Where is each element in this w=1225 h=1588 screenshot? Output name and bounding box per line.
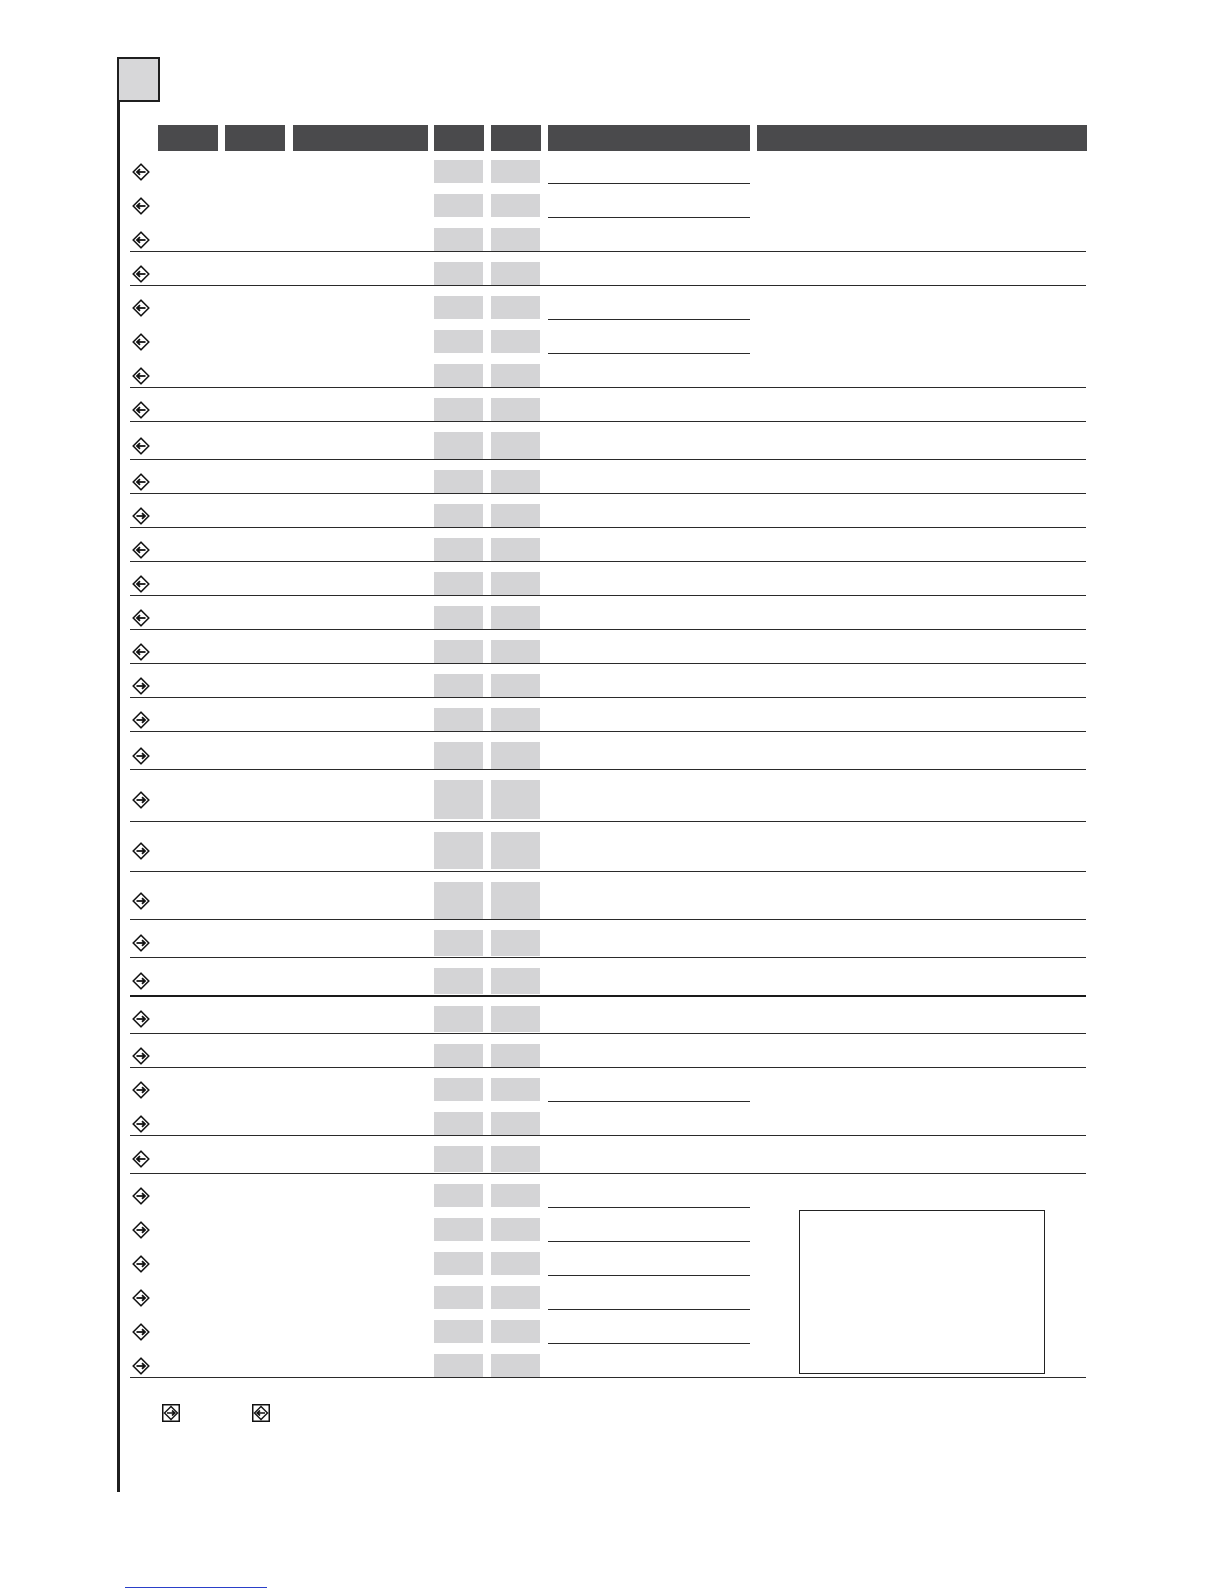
table-row	[130, 1143, 1086, 1175]
row-divider	[548, 217, 750, 218]
shaded-cell-a	[434, 160, 483, 183]
shaded-cell-a	[434, 640, 483, 663]
shaded-cell-a	[434, 606, 483, 629]
shaded-cell-b	[491, 432, 540, 460]
shaded-cell-b	[491, 1286, 540, 1309]
table-row	[130, 569, 1086, 598]
output-direction-icon	[132, 842, 150, 860]
shaded-cell-a	[434, 572, 483, 595]
output-direction-icon	[132, 791, 150, 809]
shaded-cell-b	[491, 1252, 540, 1275]
row-divider	[130, 251, 1086, 252]
shaded-cell-a	[434, 330, 483, 353]
shaded-cell-b	[491, 262, 540, 285]
table-row	[130, 705, 1086, 734]
table-row	[130, 429, 1086, 463]
output-direction-icon	[132, 1357, 150, 1375]
shaded-cell-b	[491, 742, 540, 770]
output-direction-icon	[132, 747, 150, 765]
row-divider	[130, 1135, 1086, 1136]
header-col-3	[293, 125, 428, 151]
shaded-cell-b	[491, 780, 540, 819]
output-direction-icon	[132, 1010, 150, 1028]
row-divider	[130, 871, 1086, 872]
input-direction-icon	[132, 231, 150, 249]
shaded-cell-b	[491, 708, 540, 731]
margin-rule	[117, 57, 120, 1492]
shaded-cell-b	[491, 1184, 540, 1207]
shaded-cell-b	[491, 640, 540, 663]
shaded-cell-b	[491, 968, 540, 994]
output-direction-icon	[132, 1047, 150, 1065]
table-row	[130, 1109, 1086, 1138]
output-direction-icon	[132, 1255, 150, 1273]
shaded-cell-b	[491, 1146, 540, 1172]
legend-input-icon	[252, 1404, 270, 1422]
row-divider	[130, 1067, 1086, 1068]
shaded-cell-a	[434, 708, 483, 731]
input-direction-icon	[132, 541, 150, 559]
table-row	[130, 879, 1086, 922]
input-direction-icon	[132, 575, 150, 593]
row-divider	[130, 421, 1086, 422]
row-divider	[130, 387, 1086, 388]
input-direction-icon	[132, 333, 150, 351]
shaded-cell-b	[491, 504, 540, 527]
table-row	[130, 361, 1086, 390]
table-row	[130, 501, 1086, 530]
table-row	[130, 1003, 1086, 1035]
output-direction-icon	[132, 1221, 150, 1239]
table-row	[130, 637, 1086, 666]
row-divider	[130, 957, 1086, 958]
row-divider	[548, 1343, 750, 1344]
table-row	[130, 157, 1086, 186]
shaded-cell-a	[434, 1184, 483, 1207]
table-row	[130, 671, 1086, 700]
table-row	[130, 603, 1086, 632]
output-direction-icon	[132, 892, 150, 910]
output-direction-icon	[132, 1081, 150, 1099]
row-divider	[130, 663, 1086, 664]
shaded-cell-a	[434, 1078, 483, 1101]
shaded-cell-b	[491, 1078, 540, 1101]
row-divider	[130, 1173, 1086, 1174]
shaded-cell-b	[491, 194, 540, 217]
row-divider	[130, 919, 1086, 920]
row-divider	[548, 1309, 750, 1310]
chapter-tab	[117, 57, 160, 102]
row-divider	[130, 697, 1086, 698]
row-divider	[130, 285, 1086, 286]
row-divider	[130, 527, 1086, 528]
output-direction-icon	[132, 972, 150, 990]
row-divider	[548, 319, 750, 320]
table-row	[130, 829, 1086, 872]
row-divider	[130, 561, 1086, 562]
row-divider	[548, 353, 750, 354]
output-direction-icon	[132, 1115, 150, 1133]
header-col-7	[757, 125, 1087, 151]
shaded-cell-b	[491, 296, 540, 319]
shaded-cell-a	[434, 674, 483, 697]
shaded-cell-a	[434, 432, 483, 460]
legend-output-icon	[162, 1404, 180, 1422]
shaded-cell-b	[491, 832, 540, 869]
input-direction-icon	[132, 437, 150, 455]
shaded-cell-b	[491, 470, 540, 493]
output-direction-icon	[132, 711, 150, 729]
shaded-cell-b	[491, 538, 540, 561]
row-divider	[130, 769, 1086, 770]
header-col-1	[158, 125, 218, 151]
shaded-cell-a	[434, 742, 483, 770]
input-direction-icon	[132, 473, 150, 491]
shaded-cell-b	[491, 398, 540, 421]
table-row	[130, 965, 1086, 997]
shaded-cell-a	[434, 504, 483, 527]
output-direction-icon	[132, 1323, 150, 1341]
input-direction-icon	[132, 401, 150, 419]
table-row	[130, 1041, 1086, 1070]
shaded-cell-b	[491, 1044, 540, 1067]
input-direction-icon	[132, 299, 150, 317]
shaded-cell-a	[434, 1252, 483, 1275]
shaded-cell-a	[434, 832, 483, 869]
row-divider	[130, 629, 1086, 630]
shaded-cell-a	[434, 1044, 483, 1067]
shaded-cell-a	[434, 882, 483, 919]
shaded-cell-a	[434, 228, 483, 251]
input-direction-icon	[132, 265, 150, 283]
shaded-cell-b	[491, 160, 540, 183]
table-row	[130, 259, 1086, 288]
shaded-cell-a	[434, 262, 483, 285]
shaded-cell-a	[434, 470, 483, 493]
shaded-cell-b	[491, 882, 540, 919]
shaded-cell-a	[434, 194, 483, 217]
row-divider	[130, 459, 1086, 460]
header-col-2	[225, 125, 285, 151]
row-divider	[130, 995, 1086, 997]
shaded-cell-a	[434, 968, 483, 994]
header-col-4	[434, 125, 484, 151]
row-divider	[548, 1207, 750, 1208]
output-direction-icon	[132, 507, 150, 525]
shaded-cell-b	[491, 1112, 540, 1135]
shaded-cell-a	[434, 1320, 483, 1343]
row-divider	[548, 183, 750, 184]
shaded-cell-b	[491, 930, 540, 956]
shaded-cell-b	[491, 572, 540, 595]
shaded-cell-a	[434, 364, 483, 387]
shaded-cell-a	[434, 1006, 483, 1032]
input-direction-icon	[132, 609, 150, 627]
table-row	[130, 535, 1086, 564]
row-divider	[130, 595, 1086, 596]
input-direction-icon	[132, 1150, 150, 1168]
shaded-cell-b	[491, 606, 540, 629]
input-direction-icon	[132, 197, 150, 215]
shaded-cell-a	[434, 1354, 483, 1377]
row-divider	[548, 1275, 750, 1276]
input-direction-icon	[132, 367, 150, 385]
row-divider	[130, 1033, 1086, 1034]
table-row	[130, 1075, 1086, 1104]
row-divider	[130, 1377, 1086, 1378]
table-row	[130, 739, 1086, 773]
shaded-cell-a	[434, 1286, 483, 1309]
output-direction-icon	[132, 934, 150, 952]
shaded-cell-b	[491, 330, 540, 353]
table-row	[130, 395, 1086, 424]
shaded-cell-a	[434, 780, 483, 819]
output-direction-icon	[132, 1289, 150, 1307]
shaded-cell-a	[434, 1218, 483, 1241]
shaded-cell-a	[434, 930, 483, 956]
table-row	[130, 1181, 1086, 1210]
header-col-6	[548, 125, 750, 151]
shaded-cell-b	[491, 674, 540, 697]
shaded-cell-b	[491, 364, 540, 387]
output-direction-icon	[132, 677, 150, 695]
table-row	[130, 191, 1086, 220]
shaded-cell-a	[434, 1112, 483, 1135]
note-box	[799, 1210, 1045, 1374]
shaded-cell-b	[491, 228, 540, 251]
table-row	[130, 927, 1086, 959]
row-divider	[548, 1101, 750, 1102]
header-col-5	[491, 125, 541, 151]
shaded-cell-a	[434, 296, 483, 319]
output-direction-icon	[132, 1187, 150, 1205]
row-divider	[130, 821, 1086, 822]
shaded-cell-b	[491, 1354, 540, 1377]
shaded-cell-b	[491, 1320, 540, 1343]
row-divider	[130, 493, 1086, 494]
input-direction-icon	[132, 643, 150, 661]
shaded-cell-b	[491, 1218, 540, 1241]
shaded-cell-a	[434, 398, 483, 421]
shaded-cell-a	[434, 538, 483, 561]
table-row	[130, 327, 1086, 356]
shaded-cell-b	[491, 1006, 540, 1032]
input-direction-icon	[132, 163, 150, 181]
row-divider	[130, 731, 1086, 732]
table-row	[130, 777, 1086, 822]
shaded-cell-a	[434, 1146, 483, 1172]
table-row	[130, 293, 1086, 322]
table-row	[130, 225, 1086, 254]
row-divider	[548, 1241, 750, 1242]
table-row	[130, 467, 1086, 496]
